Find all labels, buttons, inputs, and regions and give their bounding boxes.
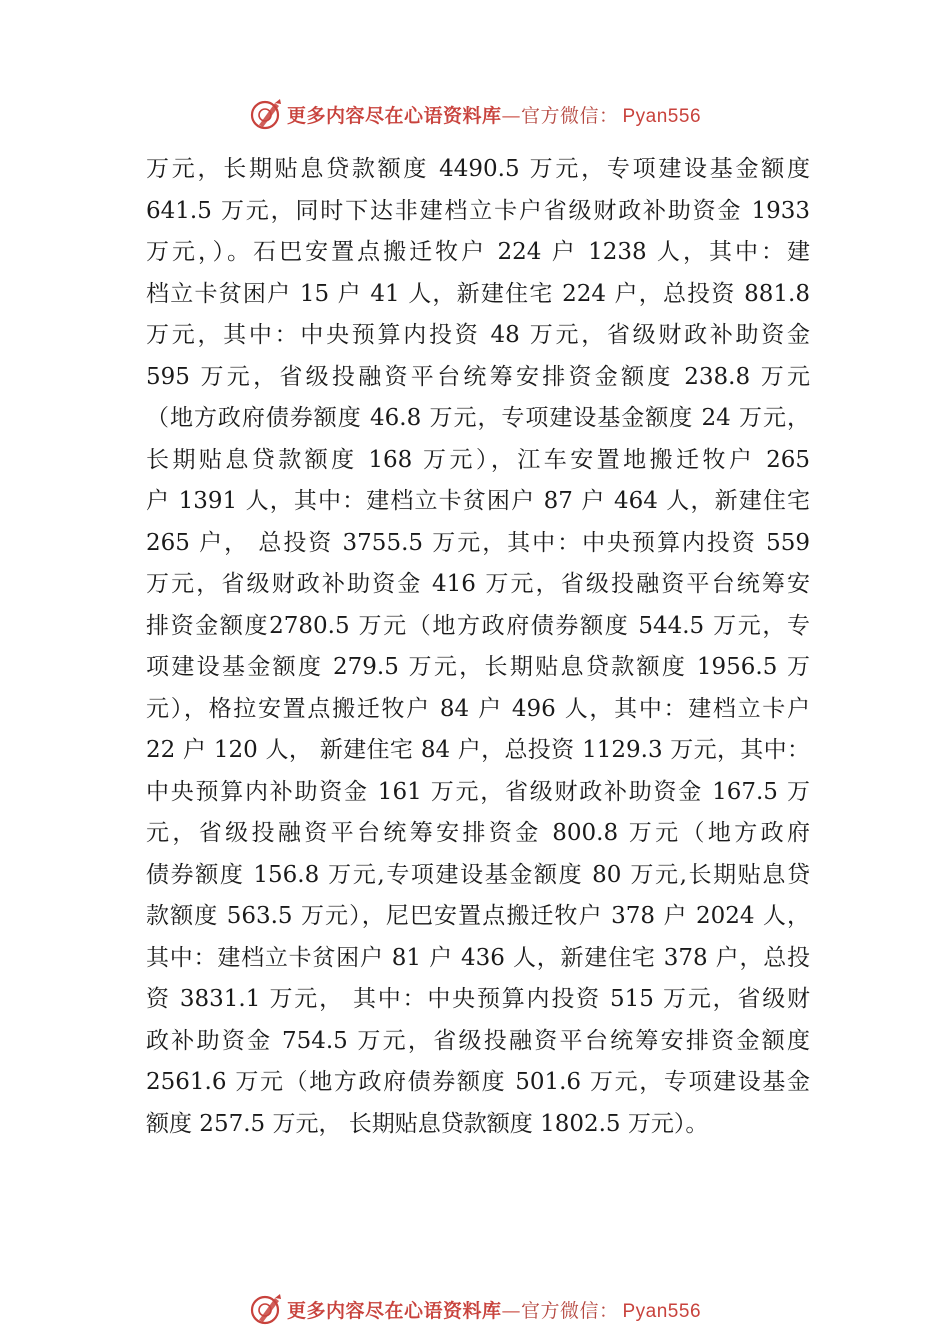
body-line: （地方政府债券额度 46.8 万元，专项建设基金额度 24 万元， xyxy=(146,405,810,431)
body-line: 其中：建档立卡贫困户 81 户 436 人，新建住宅 378 户，总投 xyxy=(146,944,810,971)
body-line: 额度 257.5 万元， 长期贴息贷款额度 1802.5 万元）。 xyxy=(146,1110,709,1137)
footer-wechat-id: Pyan556 xyxy=(622,1300,702,1322)
footer-banner-text xyxy=(287,1296,701,1323)
pen-nib-logo-icon xyxy=(249,1292,283,1326)
header-separator: — xyxy=(501,104,521,127)
body-line: 万元，省级财政补助资金 416 万元，省级投融资平台统筹安 xyxy=(146,571,810,597)
header-source-name: 更多内容尽在心语资料库 xyxy=(286,104,502,127)
header-wechat-label: 官方微信： xyxy=(520,104,619,127)
body-line: 项建设基金额度 279.5 万元，长期贴息贷款额度 1956.5 万 xyxy=(146,654,810,680)
body-line: 2561.6 万元（地方政府债券额度 501.6 万元，专项建设基金 xyxy=(146,1069,810,1095)
body-line: 641.5 万元，同时下达非建档立卡户省级财政补助资金 1933 xyxy=(146,197,810,224)
body-line: 资 3831.1 万元， 其中：中央预算内投资 515 万元，省级财 xyxy=(146,986,810,1012)
footer-wechat-label: 官方微信： xyxy=(520,1299,619,1322)
body-line: 长期贴息贷款额度 168 万元），江车安置地搬迁牧户 265 xyxy=(146,446,810,473)
header-banner-text xyxy=(287,101,701,128)
body-line: 22 户 120 人， 新建住宅 84 户，总投资 1129.3 万元，其中： xyxy=(146,737,810,763)
body-line: 万元，）。石巴安置点搬迁牧户 224 户 1238 人，其中：建 xyxy=(146,239,810,265)
body-line: 595 万元，省级投融资平台统筹安排资金额度 238.8 万元 xyxy=(146,363,810,390)
body-line: 债券额度 156.8 万元,专项建设基金额度 80 万元,长期贴息贷 xyxy=(146,861,810,888)
body-line: 排资金额度2780.5 万元（地方政府债券额度 544.5 万元，专 xyxy=(146,612,810,639)
body-line: 万元，长期贴息贷款额度 4490.5 万元，专项建设基金额度 xyxy=(146,156,810,182)
body-line: 户 1391 人，其中：建档立卡贫困户 87 户 464 人，新建住宅 xyxy=(146,488,810,514)
footer-banner xyxy=(0,1289,950,1329)
header-wechat-id: Pyan556 xyxy=(622,105,702,127)
body-line: 中央预算内补助资金 161 万元，省级财政补助资金 167.5 万 xyxy=(146,778,810,805)
footer-source-name: 更多内容尽在心语资料库 xyxy=(286,1299,502,1322)
body-line: 万元，其中：中央预算内投资 48 万元，省级财政补助资金 xyxy=(146,322,810,348)
body-line: 政补助资金 754.5 万元，省级投融资平台统筹安排资金额度 xyxy=(146,1027,810,1054)
body-line: 档立卡贫困户 15 户 41 人，新建住宅 224 户，总投资 881.8 xyxy=(146,280,810,307)
body-line: 265 户， 总投资 3755.5 万元，其中：中央预算内投资 559 xyxy=(146,529,810,556)
document-body xyxy=(146,149,810,1145)
footer-separator: — xyxy=(501,1299,521,1322)
body-line: 元，省级投融资平台统筹安排资金 800.8 万元（地方政府 xyxy=(146,820,810,846)
header-banner xyxy=(0,94,950,134)
body-line: 款额度 563.5 万元），尼巴安置点搬迁牧户 378 户 2024 人， xyxy=(146,903,810,929)
pen-nib-logo-icon xyxy=(249,97,283,131)
body-line: 元），格拉安置点搬迁牧户 84 户 496 人，其中：建档立卡户 xyxy=(146,695,810,722)
